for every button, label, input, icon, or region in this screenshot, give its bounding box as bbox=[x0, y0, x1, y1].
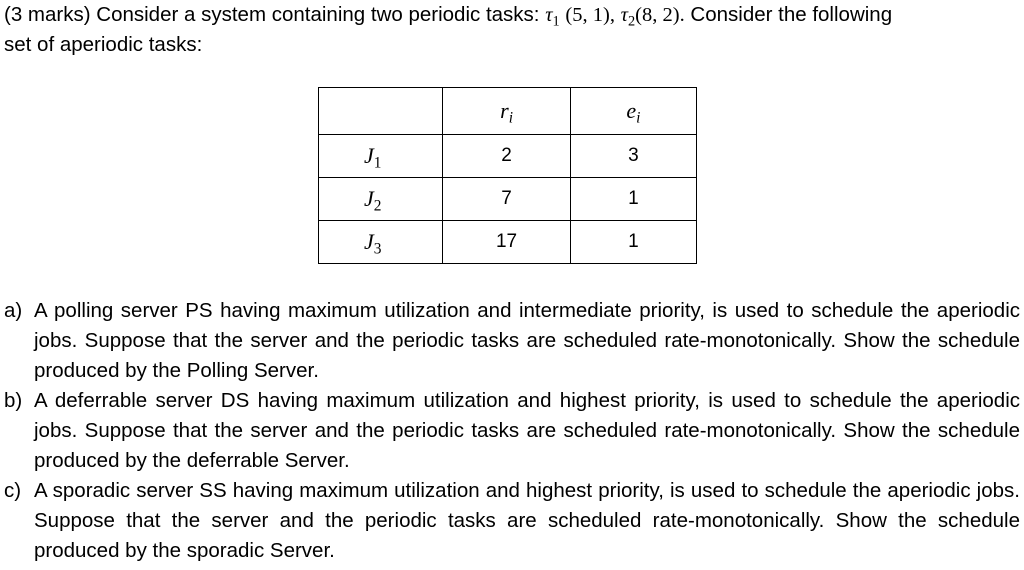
table-row bbox=[319, 135, 697, 178]
release-value: 7 bbox=[443, 178, 570, 221]
intro-line-2: set of aperiodic tasks: bbox=[4, 33, 203, 56]
header-cell-empty bbox=[319, 88, 443, 135]
question-label: c) bbox=[4, 479, 22, 502]
task1-subscript: 1 bbox=[552, 13, 560, 30]
job-cell: $J_1$ bbox=[319, 135, 443, 178]
release-value: 2 bbox=[443, 135, 570, 178]
question-text: A polling server PS having maximum utilization and intermediate priority, is used to schedule the aperiodic jobs. Suppose that the server and the periodic tasks are scheduled rate-monotonically. Show the schedule produced by the Polling Server. bbox=[34, 299, 1020, 382]
execution-value: 1 bbox=[570, 178, 696, 221]
question-label: b) bbox=[4, 389, 23, 412]
job-cell: $J_2$ bbox=[319, 178, 443, 221]
table-row bbox=[319, 178, 697, 221]
header-execution-time: $e_i$ bbox=[570, 88, 696, 135]
question-a bbox=[4, 296, 1020, 386]
job-cell: $J_3$ bbox=[319, 221, 443, 264]
intro-text-after: Consider the following bbox=[690, 3, 893, 26]
task2-symbol: τ bbox=[620, 4, 628, 26]
intro-text-before: Consider a system containing two periodic tasks: bbox=[96, 3, 540, 26]
question-label: a) bbox=[4, 299, 23, 322]
header-release-time: $r_i$ bbox=[443, 88, 570, 135]
aperiodic-tasks-table bbox=[318, 87, 697, 264]
question-list bbox=[4, 296, 1020, 566]
question-b bbox=[4, 386, 1020, 476]
intro-line-1 bbox=[4, 0, 1020, 30]
task2-subscript: 2 bbox=[628, 13, 636, 30]
task2-params: (8, 2). bbox=[635, 4, 685, 26]
table-header-row bbox=[319, 88, 697, 135]
release-value: 17 bbox=[443, 221, 570, 264]
marks-label: (3 marks) bbox=[4, 3, 91, 26]
question-c bbox=[4, 476, 1020, 566]
question-text: A sporadic server SS having maximum utilization and highest priority, is used to schedule the aperiodic jobs. Suppose that the server and the periodic tasks are scheduled rate-monotonically. Show the schedule produced by the sporadic Server. bbox=[34, 479, 1020, 562]
problem-intro bbox=[4, 0, 1020, 59]
execution-value: 1 bbox=[570, 221, 696, 264]
task1-symbol: τ bbox=[545, 4, 553, 26]
task1-params: (5, 1), bbox=[565, 4, 615, 26]
question-text: A deferrable server DS having maximum utilization and highest priority, is used to schedule the aperiodic jobs. Suppose that the server and the periodic tasks are scheduled rate-monotonically. Show the schedule produced by the deferrable Server. bbox=[34, 389, 1020, 472]
execution-value: 3 bbox=[570, 135, 696, 178]
table-row bbox=[319, 221, 697, 264]
